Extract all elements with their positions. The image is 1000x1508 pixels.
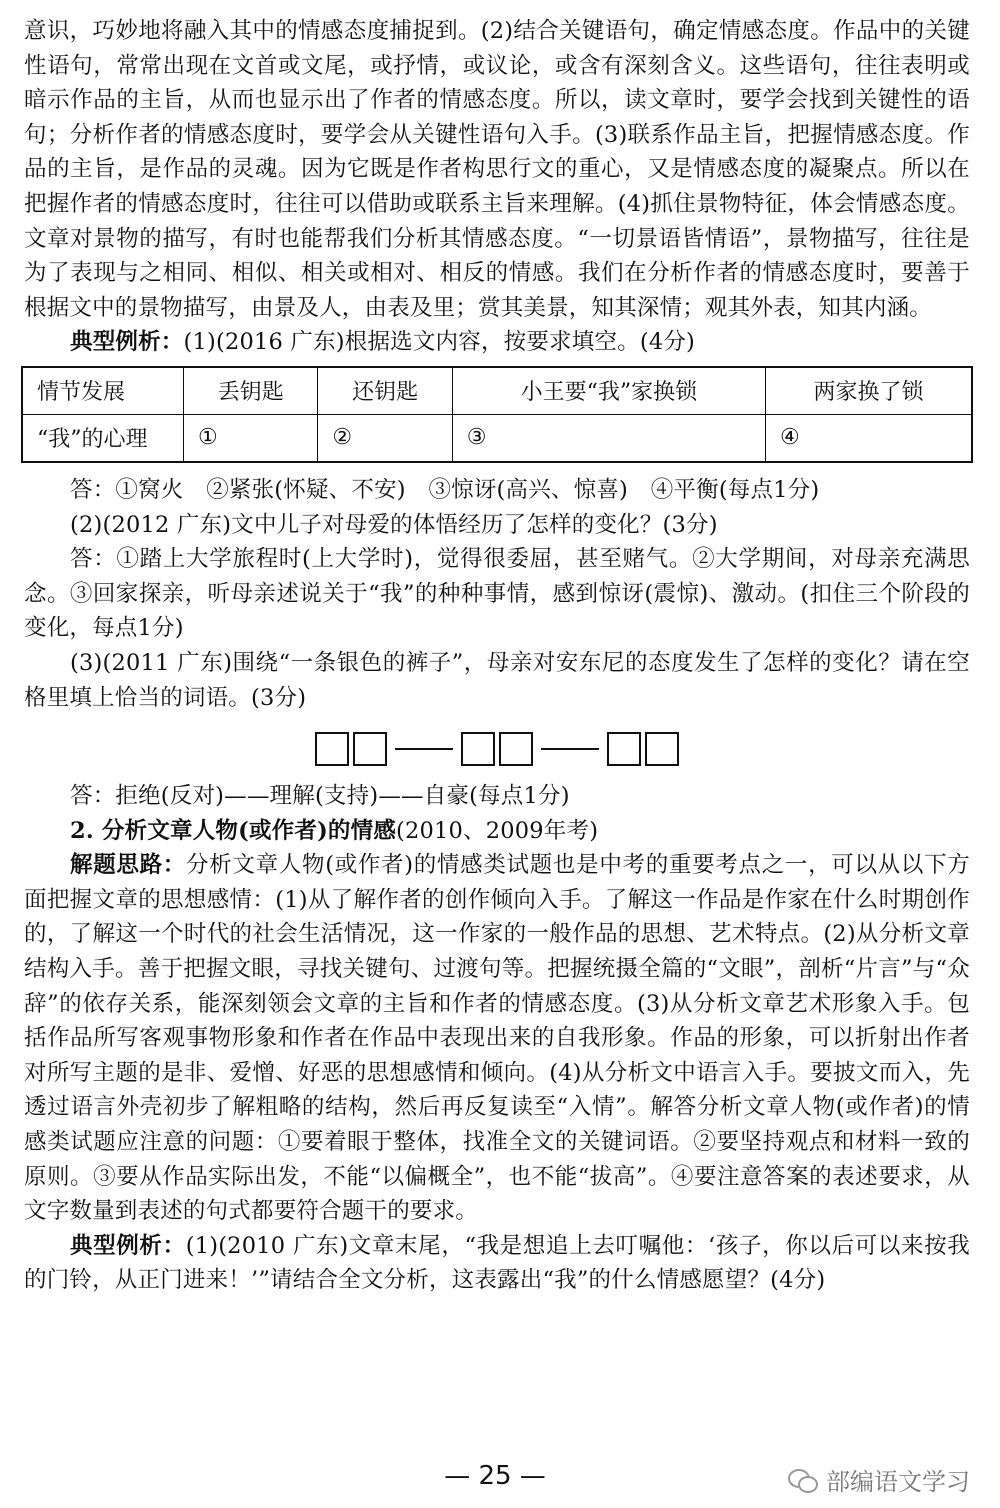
watermark-text: 部编语文学习	[826, 1468, 970, 1496]
dash-line	[395, 748, 453, 750]
table-cell: ②	[318, 414, 452, 462]
table-row	[22, 414, 972, 462]
example-2-text: (1)(2010 广东)文章末尾，“我是想追上去叮嘱他：‘孩子，你以后可以来按我的门铃，从正门进来！’”请结合全文分析，这表露出“我”的什么情感愿望？(4分)	[24, 1232, 970, 1294]
question-2: (2)(2012 广东)文中儿子对母爱的体悟经历了怎样的变化？(3分)	[70, 511, 718, 538]
table-cell: 两家换了锁	[766, 367, 972, 415]
blank-box	[607, 732, 641, 766]
blank-box	[353, 732, 387, 766]
table-cell: 丢钥匙	[184, 367, 318, 415]
watermark	[788, 1462, 970, 1497]
blank-box	[499, 732, 533, 766]
table-cell: 情节发展	[22, 367, 184, 415]
answer-3: 答：拒绝(反对)——理解(支持)——自豪(每点1分)	[70, 783, 570, 810]
blank-boxes	[24, 729, 970, 769]
table-cell: 小王要“我”家换锁	[452, 367, 765, 415]
example-1-text: (1)(2016 广东)根据选文内容，按要求填空。(4分)	[183, 329, 696, 356]
answer-2: 答：①踏上大学旅程时(上大学时)，觉得很委屈，甚至赌气。②大学期间，对母亲充满思念。③回家探亲，听母亲述说关于“我”的种种事情，感到惊讶(震惊)、激动。(扣住三个阶段的变化，每点1分)	[24, 546, 970, 642]
plot-psychology-table	[21, 366, 973, 463]
blank-box	[461, 732, 495, 766]
approach-text: 分析文章人物(或作者)的情感类试题也是中考的重要考点之一，可以从以下方面把握文章的思想感情：(1)从了解作者的创作倾向入手。了解这一作品是作家在什么时期创作的，了解这一个时代的社会生活情况，这一作家的一般作品的思想、艺术特点。(2)从分析文章结构入手。善于把握文眼，寻找关键句、过渡句等。把握统摄全篇的“文眼”，剖析“片言”与“众辞”的依存关系，能深刻领会文章的主旨和作者的情感态度。(3)从分析文章艺术形象入手。包括作品所写客观事物形象和作者在作品中表现出来的自我形象。作品的形象，可以折射出作者对所写主题的是非、爱憎、好恶的思想感情和倾向。(4)从分析文中语言入手。要披文而入，先透过语言外壳初步了解粗略的结构，然后再反复读至“入情”。解答分析文章人物(或作者)的情感类试题应注意的问题：①要着眼于整体，找准全文的关键词语。②要坚持观点和材料一致的原则。③要从作品实际出发，不能“以偏概全”，也不能“拔高”。④要注意答案的表述要求，从文字数量到表述的句式都要符合题干的要求。	[24, 852, 970, 1225]
table-row	[22, 367, 972, 415]
answer-1: 答：①窝火 ②紧张(怀疑、不安) ③惊讶(高兴、惊喜) ④平衡(每点1分)	[70, 476, 820, 503]
table-cell: ③	[452, 414, 765, 462]
question-3: (3)(2011 广东)围绕“一条银色的裤子”，母亲对安东尼的态度发生了怎样的变化？请在空格里填上恰当的词语。(3分)	[24, 649, 970, 711]
section-2-heading	[24, 814, 970, 849]
section-2-years: (2010、2009年考)	[396, 817, 599, 844]
example-2-question	[24, 1229, 970, 1298]
example-label: 典型例析：	[70, 1232, 186, 1259]
page-number: — 25 —	[444, 1461, 546, 1491]
blank-box	[315, 732, 349, 766]
table-cell: “我”的心理	[22, 414, 184, 462]
page-footer	[0, 1458, 1000, 1498]
example-label: 典型例析：	[70, 329, 184, 356]
approach-label: 解题思路：	[70, 852, 186, 879]
wechat-icon	[788, 1467, 818, 1493]
paragraph-approach	[24, 848, 970, 1229]
example-1-question	[24, 325, 970, 360]
table-cell: 还钥匙	[318, 367, 452, 415]
table-cell: ④	[766, 414, 972, 462]
dash-line	[541, 748, 599, 750]
section-2-title: 2. 分析文章人物(或作者)的情感	[70, 817, 397, 844]
table-cell: ①	[184, 414, 318, 462]
blank-box	[645, 732, 679, 766]
paragraph-emotion-methods: 意识，巧妙地将融入其中的情感态度捕捉到。(2)结合关键语句，确定情感态度。作品中的关键性语句，常常出现在文首或文尾，或抒情，或议论，或含有深刻含义。这些语句，往往表明或暗示作品的主旨，从而也显示出了作者的情感态度。所以，读文章时，要学会找到关键性的语句；分析作者的情感态度时，要学会从关键性语句入手。(3)联系作品主旨，把握情感态度。作品的主旨，是作品的灵魂。因为它既是作者构思行文的重心，又是情感态度的凝聚点。所以在把握作者的情感态度时，往往可以借助或联系主旨来理解。(4)抓住景物特征，体会情感态度。文章对景物的描写，有时也能帮我们分析其情感态度。“一切景语皆情语”，景物描写，往往是为了表现与之相同、相似、相关或相对、相反的情感。我们在分析作者的情感态度时，要善于根据文中的景物描写，由景及人，由表及里；赏其美景，知其深情；观其外表，知其内涵。	[24, 18, 970, 321]
